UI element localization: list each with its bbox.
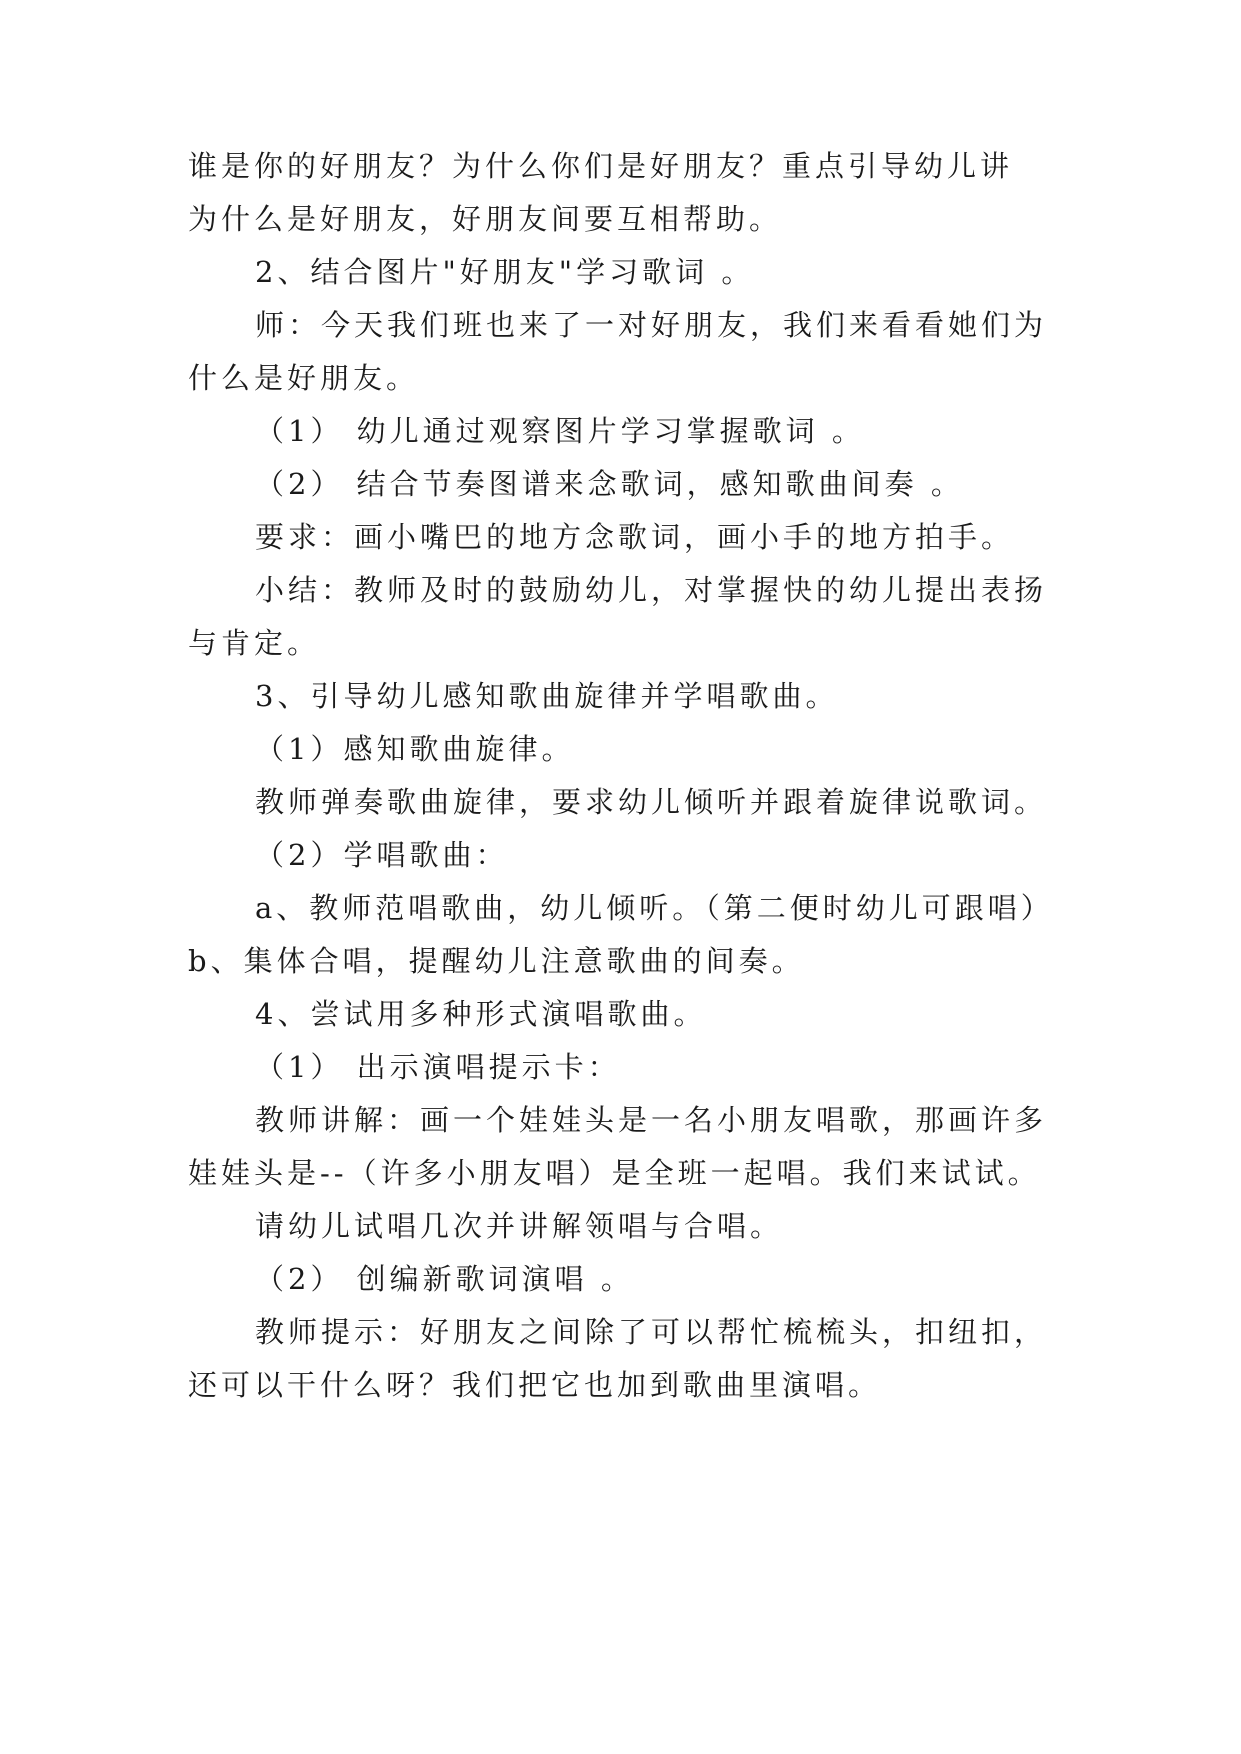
section-heading: 4、尝试用多种形式演唱歌曲。: [255, 997, 707, 1031]
text-line: 为什么是好朋友，好朋友间要互相帮助。: [188, 202, 783, 236]
text-line: 师：今天我们班也来了一对好朋友，我们来看看她们为: [255, 308, 1048, 342]
text-line: b、集体合唱，提醒幼儿注意歌曲的间奏。: [188, 944, 805, 978]
list-item: （2）学唱歌曲：: [255, 838, 509, 872]
text-line: 与肯定。: [188, 626, 321, 660]
list-item: （2） 结合节奏图谱来念歌词，感知歌曲间奏 。: [255, 467, 964, 501]
list-item: （2） 创编新歌词演唱 。: [255, 1262, 634, 1296]
text-line: 什么是好朋友。: [188, 361, 420, 395]
text-line: 谁是你的好朋友？为什么你们是好朋友？重点引导幼儿讲: [188, 149, 1014, 183]
text-line: 娃娃头是--（许多小朋友唱）是全班一起唱。我们来试试。: [188, 1156, 1041, 1190]
section-heading: 2、结合图片"好朋友"学习歌词 。: [255, 255, 755, 289]
list-item: （1） 出示演唱提示卡：: [255, 1050, 621, 1084]
text-line: 教师弹奏歌曲旋律，要求幼儿倾听并跟着旋律说歌词。: [255, 785, 1048, 819]
text-line: 教师讲解：画一个娃娃头是一名小朋友唱歌，那画许多: [255, 1103, 1048, 1137]
list-item: （1）感知歌曲旋律。: [255, 732, 575, 766]
text-line: 小结：教师及时的鼓励幼儿，对掌握快的幼儿提出表扬: [255, 573, 1048, 607]
text-line: 还可以干什么呀？我们把它也加到歌曲里演唱。: [188, 1368, 882, 1402]
list-item: （1） 幼儿通过观察图片学习掌握歌词 。: [255, 414, 865, 448]
text-line: a、教师范唱歌曲，幼儿倾听。（第二便时幼儿可跟唱）: [255, 891, 1054, 925]
text-line: 教师提示：好朋友之间除了可以帮忙梳梳头，扣纽扣，: [255, 1315, 1048, 1349]
text-line: 要求：画小嘴巴的地方念歌词，画小手的地方拍手。: [255, 520, 1015, 554]
section-heading: 3、引导幼儿感知歌曲旋律并学唱歌曲。: [255, 679, 839, 713]
text-line: 请幼儿试唱几次并讲解领唱与合唱。: [255, 1209, 784, 1243]
